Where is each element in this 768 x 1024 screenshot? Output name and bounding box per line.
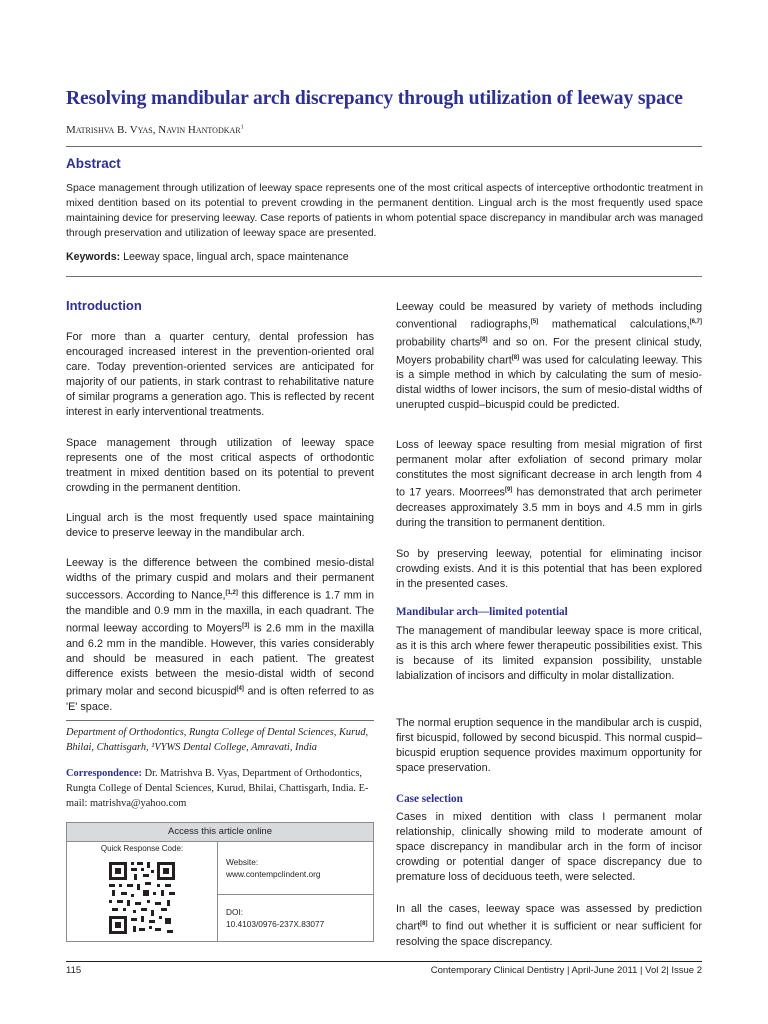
right-paragraph-2-wrap: [396, 438, 702, 531]
author-1: Matrishva B. Vyas: [66, 124, 153, 136]
right-paragraph-7: [396, 902, 702, 950]
right-paragraph-3: So by preserving leeway, potential for eliminating incisor crowding exists. And it is this potential that has been explored in the presented cases.: [396, 548, 702, 591]
citation-ref: [5]: [530, 319, 539, 326]
right-paragraph-4-wrap: [396, 624, 702, 684]
intro-paragraph-3: Lingual arch is the most frequently used space maintaining device to preserve leeway in the mandibular arch.: [66, 512, 374, 540]
author-separator: ,: [152, 124, 159, 136]
correspondence-label: Correspondence:: [66, 768, 142, 779]
keywords-line: [66, 250, 349, 265]
citation-ref: [6,7]: [689, 319, 703, 326]
right-paragraph-3-wrap: [396, 547, 702, 592]
abstract-heading: Abstract: [66, 156, 121, 171]
correspondence-details: Dr. Matrishva B. Vyas, Department of Orthodontics, Rungta College of Dental Sciences, Kurud, Bhilai, Chattisgarh, India. E-mail: matrishva@yahoo.com: [66, 768, 369, 809]
right-p1-text-e: was used for calculating leeway. This is a simple method in which by calculating the sum of mesio-distal widths of lower incisors, the sum of mesio-distal widths of unerupted cuspid–bicuspid could be predicted.: [396, 354, 702, 412]
website-link[interactable]: www.contempclindent.org: [226, 869, 321, 879]
introduction-heading: Introduction: [66, 298, 142, 313]
author-line: [66, 124, 244, 136]
page-number: 115: [66, 965, 82, 976]
subsection-1-wrap: [396, 606, 702, 618]
right-p1-text-d: and so on. For the present clinical study, Moyers probability chart: [396, 336, 702, 367]
right-paragraph-7-wrap: [396, 902, 702, 950]
author-2-affiliation-mark: 1: [240, 124, 244, 131]
correspondence-text: [66, 766, 374, 811]
citation-ref: [8]: [480, 336, 488, 343]
keywords-label: Keywords:: [66, 251, 121, 263]
citation-ref: [4]: [236, 685, 244, 692]
doi-link[interactable]: 10.4103/0976-237X.83077: [226, 919, 325, 929]
intro-p4-text-a: Leeway is the difference between the combined mesio-distal widths of the primary cuspid and molars and their permanent successors. According to Nance,: [66, 557, 374, 602]
article-info-cell: [218, 842, 373, 941]
right-paragraph-2: [396, 438, 702, 531]
footer-divider: [66, 961, 702, 962]
intro-paragraph-1: For more than a quarter century, dental profession has encouraged increased interest in the prevention-oriented oral care. Today prevention-oriented services are anticipated for majority of our patients, in stark contrast to rehabilitative nature of similar programs a generation ago. This is reflected by recent interest in early interventional treatments.: [66, 331, 374, 419]
info-divider: [218, 894, 373, 895]
journal-citation: Contemporary Clinical Dentistry | April-June 2011 | Vol 2| Issue 2: [430, 965, 702, 976]
intro-p4-text-c: is 2.6 mm in the maxilla and 6.2 mm in the mandible. However, this varies considerably and should be measured in each patient. The greatest difference exists between the mesio-distal width of second primary molar and second bicuspid: [66, 622, 374, 698]
doi-block: [226, 906, 324, 930]
citation-ref: [3]: [242, 622, 250, 629]
access-heading: Access this article online: [67, 823, 373, 842]
citation-ref: [8]: [420, 921, 428, 928]
right-paragraph-4: The management of mandibular leeway space is more critical, as it is this arch where fewer therapeutic possibilities exist. This is because of its limited expansion possibility, unstable labialization of incisors and difficulty in molar distallization.: [396, 625, 702, 683]
qr-label: Quick Response Code:: [100, 844, 184, 853]
right-paragraph-5-wrap: [396, 716, 702, 776]
abstract-text: Space management through utilization of leeway space represents one of the most critical aspects of interceptive orthodontic treatment in mixed dentition based on its potential to prevent crowding in the permanent dentition. Lingual arch is the most frequently used space maintaining device for preserving leeway. Case reports of patients in whom potential space discrepancy in mandibular arch was managed through preservation and utilization of leeway space are presented.: [66, 183, 703, 239]
subsection-2-wrap: [396, 793, 702, 805]
qr-cell: [67, 842, 218, 941]
right-p2-text-a: Loss of leeway space resulting from mesial migration of first permanent molar after exfoliation of second primary molar constitutes the most significant decrease in arch length from 4 to 17 years. Moorrees: [396, 439, 702, 499]
qr-code-icon[interactable]: [107, 860, 177, 936]
correspondence-wrap: [66, 766, 374, 811]
website-label: Website:: [226, 857, 259, 867]
right-p1-text-c: probability charts: [396, 336, 481, 349]
affiliation-wrap: [66, 725, 374, 755]
intro-p4-text-b: this difference is 1.7 mm in the mandible and 0.9 mm in the maxilla, in each quadrant. The normal leeway according to Moyers: [66, 589, 374, 635]
right-paragraph-1: [396, 300, 702, 413]
right-p7-text-b: to find out whether it is sufficient or near sufficient for resolving the space discrepancy.: [396, 920, 702, 948]
subsection-heading-case-selection: Case selection: [396, 793, 463, 805]
intro-paragraph-4: [66, 556, 374, 715]
right-p2-text-b: has demonstrated that arch perimeter decreases approximately 3.5 mm in boys and 4.5 mm in girls during the transition to permanent dentition.: [396, 486, 702, 530]
doi-label: DOI:: [226, 907, 244, 917]
right-p1-text-b: mathematical calculations,: [538, 318, 690, 331]
author-2: Navin Hantodkar: [158, 124, 241, 136]
right-paragraph-6-wrap: [396, 810, 702, 885]
right-p7-text-a: In all the cases, leeway space was assessed by prediction chart: [396, 903, 702, 933]
intro-paragraph-3-wrap: [66, 511, 374, 541]
keywords-values: Leeway space, lingual arch, space maintenance: [120, 251, 349, 263]
affiliation-divider: [66, 720, 374, 721]
website-block: [226, 856, 321, 880]
right-paragraph-1-wrap: [396, 300, 702, 413]
abstract-divider: [66, 276, 702, 277]
affiliation-text: Department of Orthodontics, Rungta College of Dental Sciences, Kurud, Bhilai, Chattisgarh, ¹VYWS Dental College, Amravati, India: [66, 727, 369, 753]
introduction-heading-wrap: [66, 298, 374, 313]
right-paragraph-5: The normal eruption sequence in the mandibular arch is cuspid, first bicuspid, followed by second bicuspid. This normal cuspid–bicuspid eruption sequence provides maximum opportunity for space preservation.: [396, 717, 702, 775]
intro-p4-text-d: and is often referred to as 'E' space.: [66, 685, 374, 713]
title-divider: [66, 146, 702, 147]
access-article-box: [66, 822, 374, 942]
right-paragraph-6: Cases in mixed dentition with class I permanent molar relationship, clinically showing mild to moderate amount of space discrepancy in mandibular arch in the form of incisor crowding or potential danger of space discrepancy due to premature loss of deciduous teeth, were selected.: [396, 811, 702, 884]
article-title: Resolving mandibular arch discrepancy through utilization of leeway space: [66, 88, 683, 109]
intro-paragraph-1-wrap: [66, 330, 374, 421]
citation-ref: [8]: [511, 354, 520, 361]
citation-ref: [1,2]: [225, 590, 238, 597]
subsection-heading-mandibular-arch: Mandibular arch—limited potential: [396, 606, 568, 618]
intro-paragraph-2-wrap: [66, 436, 374, 496]
intro-paragraph-4-wrap: [66, 556, 374, 715]
intro-paragraph-2: Space management through utilization of leeway space represents one of the most critical aspects of orthodontic treatment in mixed dentition based on its potential to prevent crowding in the permanent dentition.: [66, 437, 374, 495]
citation-ref: [9]: [504, 487, 513, 494]
right-p1-text-a: Leeway could be measured by variety of methods including conventional radiographs,: [396, 301, 702, 331]
